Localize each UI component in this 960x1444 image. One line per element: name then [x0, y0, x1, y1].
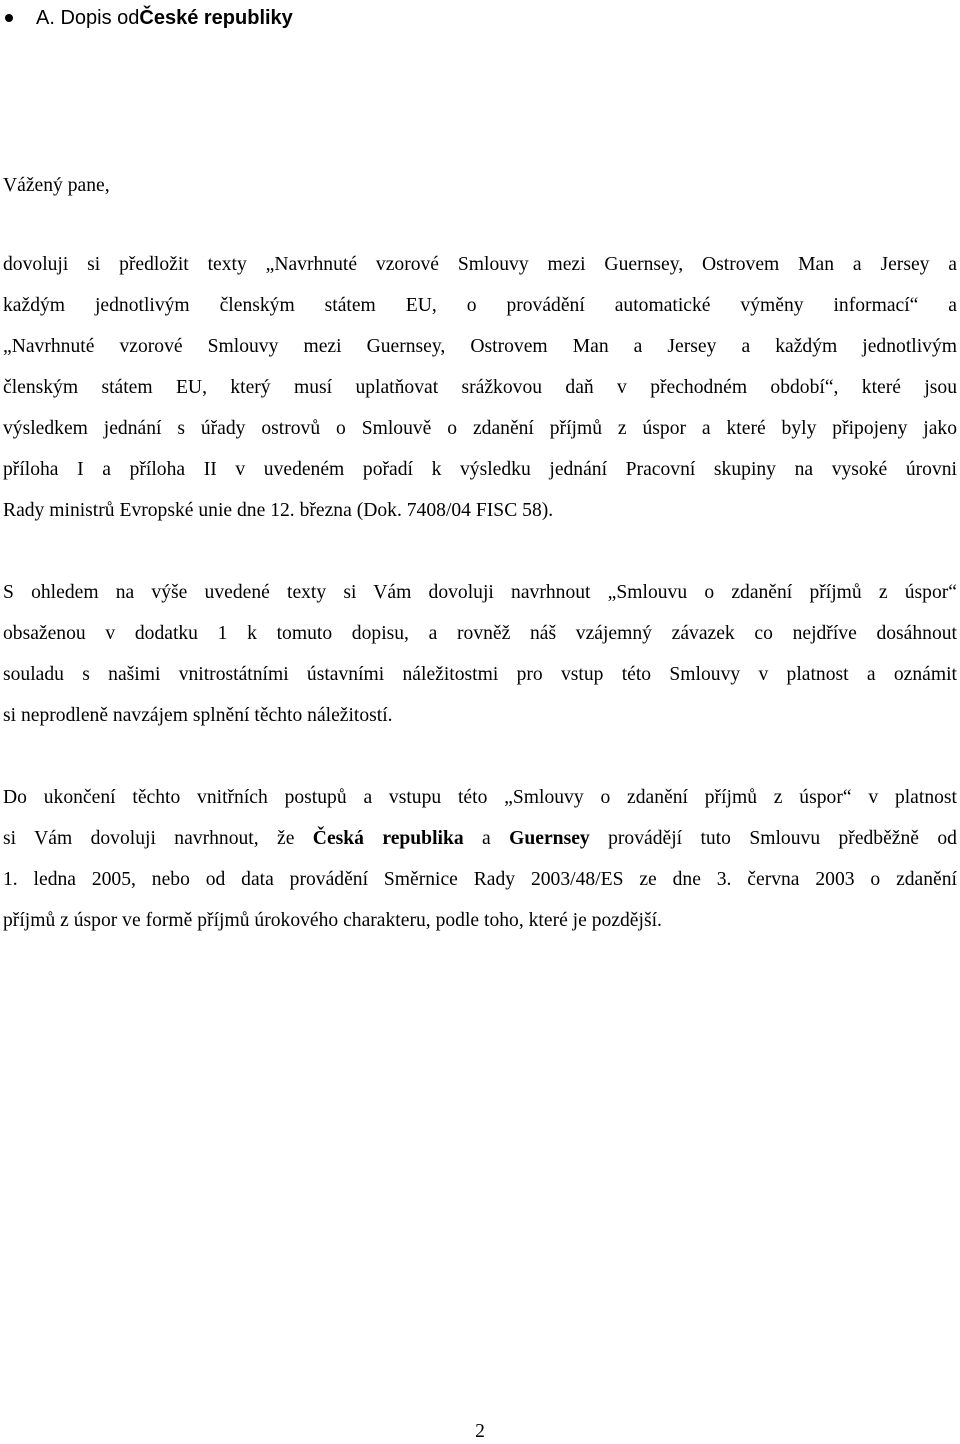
bold-country-czech: Česká republika: [312, 828, 464, 849]
paragraph-line: dovoluji si předložit texty „Navrhnuté vzorové Smlouvy mezi Guernsey, Ostrovem Man a Jersey a: [3, 254, 957, 275]
paragraph-2: [3, 572, 957, 736]
text-run: a: [463, 828, 510, 849]
paragraph-3: [3, 777, 957, 941]
paragraph-line-mixed: [3, 818, 957, 859]
bold-country-guernsey: Guernsey: [509, 828, 590, 849]
section-heading: [0, 4, 293, 32]
paragraph-line: výsledkem jednání s úřady ostrovů o Smlouvě o zdanění příjmů z úspor a které byly připojeny jako: [3, 418, 957, 439]
paragraph-1: [3, 244, 957, 531]
paragraph-line: Rady ministrů Evropské unie dne 12. března (Dok. 7408/04 FISC 58).: [3, 500, 554, 521]
paragraph-line: příloha I a příloha II v uvedeném pořadí k výsledku jednání Pracovní skupiny na vysoké úrovni: [3, 459, 957, 480]
paragraph-line: si neprodleně navzájem splnění těchto náležitostí.: [3, 705, 393, 726]
paragraph-line: obsaženou v dodatku 1 k tomuto dopisu, a rovněž náš vzájemný závazek co nejdříve dosáhnout: [3, 623, 957, 644]
paragraph-line: 1. ledna 2005, nebo od data provádění Směrnice Rady 2003/48/ES ze dne 3. června 2003 o zdanění: [3, 869, 957, 890]
paragraph-line: Do ukončení těchto vnitřních postupů a vstupu této „Smlouvy o zdanění příjmů z úspor“ v platnost: [3, 787, 957, 808]
heading-prefix: A. Dopis od: [36, 6, 140, 29]
paragraph-line: členským státem EU, který musí uplatňovat srážkovou daň v přechodném období“, které jsou: [3, 377, 957, 398]
paragraph-line: příjmů z úspor ve formě příjmů úrokového charakteru, podle toho, které je pozdější.: [3, 910, 662, 931]
text-run: provádějí tuto Smlouvu předběžně od: [589, 828, 957, 849]
page-number: 2: [475, 1421, 485, 1442]
salutation: Vážený pane,: [3, 175, 110, 196]
paragraph-line: souladu s našimi vnitrostátními ústavními náležitostmi pro vstup této Smlouvy v platnost a oznámit: [3, 664, 957, 685]
heading-bold: České republiky: [139, 6, 293, 29]
paragraph-line: každým jednotlivým členským státem EU, o provádění automatické výměny informací“ a: [3, 295, 957, 316]
bullet-icon: [5, 14, 13, 22]
text-run: si Vám dovoluji navrhnout, že: [3, 828, 313, 849]
paragraph-line: S ohledem na výše uvedené texty si Vám dovoluji navrhnout „Smlouvu o zdanění příjmů z úspor“: [3, 582, 957, 603]
paragraph-line: „Navrhnuté vzorové Smlouvy mezi Guernsey, Ostrovem Man a Jersey a každým jednotlivým: [3, 336, 957, 357]
